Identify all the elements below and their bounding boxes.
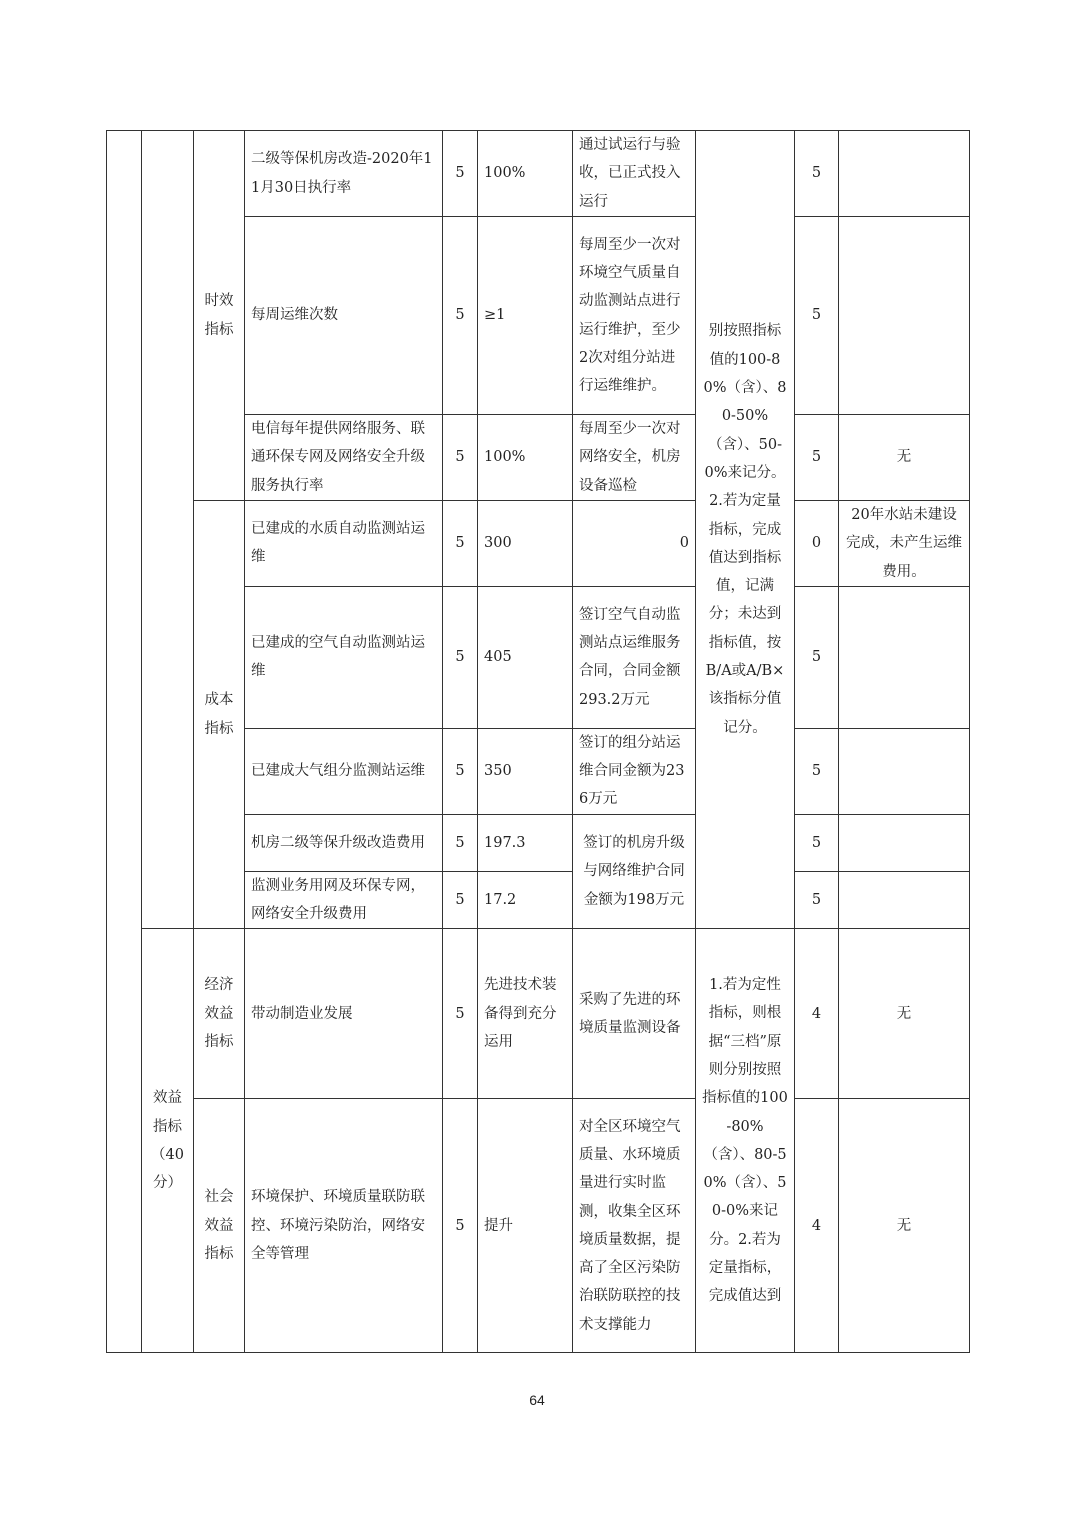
indicator-target: 350 <box>478 728 573 814</box>
indicator-target: 17.2 <box>478 871 573 929</box>
indicator-name: 监测业务用网及环保专网，网络安全升级费用 <box>245 871 443 929</box>
indicator-actual: 通过试运行与验收，已正式投入运行 <box>573 131 696 217</box>
indicator-name: 带动制造业发展 <box>245 929 443 1099</box>
indicator-score: 5 <box>795 217 839 415</box>
indicator-weight: 5 <box>443 217 478 415</box>
indicator-name: 环境保护、环境质量联防联控、环境污染防治，网络安全等管理 <box>245 1099 443 1353</box>
indicator-name: 二级等保机房改造-2020年11月30日执行率 <box>245 131 443 217</box>
page-number: 64 <box>529 1392 545 1408</box>
indicator-target: 300 <box>478 501 573 587</box>
indicator-note <box>839 217 970 415</box>
indicator-note: 无 <box>839 415 970 501</box>
section-benefit: 效益指标（40分） <box>142 929 194 1353</box>
indicator-note <box>839 814 970 871</box>
indicator-score: 5 <box>795 871 839 929</box>
indicator-score: 4 <box>795 1099 839 1353</box>
indicator-weight: 5 <box>443 1099 478 1353</box>
indicator-note: 无 <box>839 929 970 1099</box>
indicator-note <box>839 131 970 217</box>
indicator-weight: 5 <box>443 814 478 871</box>
indicator-score: 5 <box>795 728 839 814</box>
indicator-note <box>839 871 970 929</box>
indicator-target: 先进技术装备得到充分运用 <box>478 929 573 1099</box>
indicator-weight: 5 <box>443 871 478 929</box>
indicator-weight: 5 <box>443 586 478 728</box>
indicator-name: 已建成大气组分监测站运维 <box>245 728 443 814</box>
indicator-actual: 对全区环境空气质量、水环境质量进行实时监测，收集全区环境质量数据，提高了全区污染防治联防联控的技术支撑能力 <box>573 1099 696 1353</box>
indicator-score: 0 <box>795 501 839 587</box>
indicator-target: 提升 <box>478 1099 573 1353</box>
indicator-weight: 5 <box>443 728 478 814</box>
indicator-score: 5 <box>795 131 839 217</box>
table-row <box>107 131 970 217</box>
indicator-actual: 采购了先进的环境质量监测设备 <box>573 929 696 1099</box>
indicator-name: 电信每年提供网络服务、联通环保专网及网络安全升级服务执行率 <box>245 415 443 501</box>
indicator-actual-merged: 签订的机房升级与网络维护合同金额为198万元 <box>573 814 696 929</box>
indicator-score: 5 <box>795 415 839 501</box>
indicator-note <box>839 728 970 814</box>
indicator-weight: 5 <box>443 501 478 587</box>
indicator-note: 无 <box>839 1099 970 1353</box>
indicator-actual: 签订空气自动监测站点运维服务合同，合同金额293.2万元 <box>573 586 696 728</box>
indicator-target: 405 <box>478 586 573 728</box>
indicator-name: 已建成的空气自动监测站运维 <box>245 586 443 728</box>
indicator-score: 5 <box>795 586 839 728</box>
section-timeliness: 时效指标 <box>194 131 245 501</box>
indicator-weight: 5 <box>443 929 478 1099</box>
indicator-actual: 签订的组分站运维合同金额为236万元 <box>573 728 696 814</box>
scoring-method-top: 别按照指标值的100-80%（含）、80-50%（含）、50-0%来记分。2.若为定量指标，完成值达到指标值，记满分；未达到指标值，按B/A或A/B×该指标分值记分。 <box>696 131 795 929</box>
indicator-target: 100% <box>478 131 573 217</box>
indicator-weight: 5 <box>443 415 478 501</box>
table-row <box>107 1099 970 1353</box>
indicator-score: 5 <box>795 814 839 871</box>
scoring-method-bottom: 1.若为定性指标，则根据“三档”原则分别按照指标值的100-80%（含）、80-50%（含）、50-0%来记分。2.若为定量指标，完成值达到 <box>696 929 795 1353</box>
indicator-note: 20年水站未建设完成，未产生运维费用。 <box>839 501 970 587</box>
table-row <box>107 501 970 587</box>
section-cost: 成本指标 <box>194 501 245 929</box>
indicator-target: ≥1 <box>478 217 573 415</box>
level2-cell-empty <box>142 131 194 929</box>
indicator-score: 4 <box>795 929 839 1099</box>
indicator-actual: 0 <box>573 501 696 587</box>
indicator-name: 已建成的水质自动监测站运维 <box>245 501 443 587</box>
indicator-note <box>839 586 970 728</box>
section-economic: 经济效益指标 <box>194 929 245 1099</box>
indicator-actual: 每周至少一次对网络安全，机房设备巡检 <box>573 415 696 501</box>
indicator-target: 100% <box>478 415 573 501</box>
indicator-actual: 每周至少一次对环境空气质量自动监测站点进行运行维护，至少2次对组分站进行运维维护。 <box>573 217 696 415</box>
indicator-name: 每周运维次数 <box>245 217 443 415</box>
level1-cell-empty <box>107 131 142 1353</box>
indicator-target: 197.3 <box>478 814 573 871</box>
performance-indicator-table <box>106 130 970 1353</box>
section-social: 社会效益指标 <box>194 1099 245 1353</box>
indicator-name: 机房二级等保升级改造费用 <box>245 814 443 871</box>
indicator-weight: 5 <box>443 131 478 217</box>
table-row <box>107 929 970 1099</box>
